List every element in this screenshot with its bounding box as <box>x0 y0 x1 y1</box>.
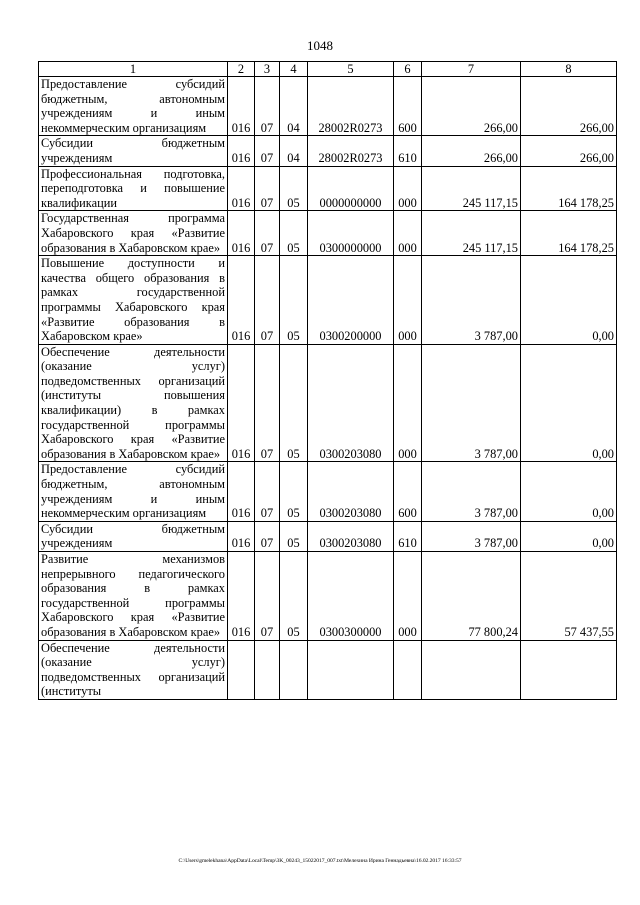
amount-cell: 164 178,25 <box>521 166 617 211</box>
code-cell: 07 <box>255 521 280 551</box>
code-cell: 05 <box>280 344 308 462</box>
code-cell: 28002R0273 <box>308 77 394 136</box>
row-name-cell: Обеспечение деятельности (оказание услуг) подведомственных организаций (институты повышения квалификации) в рамках государственной программы Хабаровского края «Развитие образования в Хабаровском крае» <box>39 344 228 462</box>
code-cell <box>308 640 394 699</box>
table-row <box>39 462 617 521</box>
table-row <box>39 552 617 641</box>
amount-cell: 0,00 <box>521 256 617 345</box>
table-row <box>39 136 617 166</box>
table-row <box>39 166 617 211</box>
code-cell: 600 <box>394 462 422 521</box>
amount-cell: 164 178,25 <box>521 211 617 256</box>
column-header: 4 <box>280 62 308 77</box>
code-cell: 0300300000 <box>308 552 394 641</box>
code-cell <box>255 640 280 699</box>
code-cell <box>280 640 308 699</box>
code-cell: 016 <box>228 211 255 256</box>
amount-cell: 245 117,15 <box>422 166 521 211</box>
code-cell: 600 <box>394 77 422 136</box>
code-cell: 0300000000 <box>308 211 394 256</box>
code-cell: 28002R0273 <box>308 136 394 166</box>
file-path-footer: C:\Users\gmelekhana\AppData\Local\Temp\3K_00243_15022017_007.txt\Мелехина Ирина Геннадьевна\16.02.2017 16:33:57 <box>178 858 462 864</box>
table-row <box>39 640 617 699</box>
amount-cell: 266,00 <box>521 136 617 166</box>
row-name-cell: Обеспечение деятельности (оказание услуг) подведомственных организаций (институты <box>39 640 228 699</box>
code-cell: 000 <box>394 256 422 345</box>
code-cell: 05 <box>280 256 308 345</box>
amount-cell: 3 787,00 <box>422 521 521 551</box>
code-cell: 016 <box>228 166 255 211</box>
table-row <box>39 344 617 462</box>
code-cell: 07 <box>255 462 280 521</box>
code-cell: 05 <box>280 521 308 551</box>
column-header: 5 <box>308 62 394 77</box>
row-name-cell: Субсидии бюджетным учреждениям <box>39 136 228 166</box>
table-row <box>39 77 617 136</box>
code-cell: 07 <box>255 136 280 166</box>
row-name-cell: Профессиональная подготовка, переподготовка и повышение квалификации <box>39 166 228 211</box>
code-cell: 05 <box>280 166 308 211</box>
code-cell: 016 <box>228 77 255 136</box>
column-header: 8 <box>521 62 617 77</box>
code-cell: 04 <box>280 77 308 136</box>
code-cell: 04 <box>280 136 308 166</box>
page-number: 1048 <box>307 38 333 53</box>
code-cell: 05 <box>280 462 308 521</box>
code-cell: 000 <box>394 166 422 211</box>
code-cell: 000 <box>394 211 422 256</box>
code-cell: 016 <box>228 552 255 641</box>
code-cell: 000 <box>394 552 422 641</box>
column-header: 2 <box>228 62 255 77</box>
code-cell: 016 <box>228 256 255 345</box>
code-cell: 0300203080 <box>308 521 394 551</box>
amount-cell: 0,00 <box>521 462 617 521</box>
amount-cell: 266,00 <box>422 136 521 166</box>
amount-cell: 3 787,00 <box>422 462 521 521</box>
code-cell: 0000000000 <box>308 166 394 211</box>
table-row <box>39 256 617 345</box>
code-cell <box>394 640 422 699</box>
amount-cell: 3 787,00 <box>422 256 521 345</box>
code-cell: 07 <box>255 256 280 345</box>
column-header: 6 <box>394 62 422 77</box>
amount-cell: 245 117,15 <box>422 211 521 256</box>
amount-cell: 0,00 <box>521 521 617 551</box>
column-header: 7 <box>422 62 521 77</box>
code-cell: 016 <box>228 521 255 551</box>
budget-table <box>38 61 617 700</box>
table-row <box>39 211 617 256</box>
code-cell: 016 <box>228 462 255 521</box>
row-name-cell: Государственная программа Хабаровского края «Развитие образования в Хабаровском крае» <box>39 211 228 256</box>
table-row <box>39 521 617 551</box>
code-cell: 016 <box>228 344 255 462</box>
table-header-row <box>39 62 617 77</box>
amount-cell: 266,00 <box>521 77 617 136</box>
amount-cell: 0,00 <box>521 344 617 462</box>
code-cell: 000 <box>394 344 422 462</box>
code-cell: 0300203080 <box>308 344 394 462</box>
amount-cell: 77 800,24 <box>422 552 521 641</box>
row-name-cell: Предоставление субсидий бюджетным, автономным учреждениям и иным некоммерческим организациям <box>39 77 228 136</box>
row-name-cell: Субсидии бюджетным учреждениям <box>39 521 228 551</box>
amount-cell: 57 437,55 <box>521 552 617 641</box>
amount-cell <box>422 640 521 699</box>
code-cell: 610 <box>394 136 422 166</box>
amount-cell <box>521 640 617 699</box>
amount-cell: 266,00 <box>422 77 521 136</box>
code-cell: 07 <box>255 77 280 136</box>
code-cell: 0300200000 <box>308 256 394 345</box>
row-name-cell: Повышение доступности и качества общего образования в рамках государственной программы Хабаровского края «Развитие образования в Хабаровском крае» <box>39 256 228 345</box>
code-cell <box>228 640 255 699</box>
code-cell: 05 <box>280 211 308 256</box>
code-cell: 07 <box>255 211 280 256</box>
table-body <box>39 77 617 700</box>
code-cell: 07 <box>255 552 280 641</box>
column-header: 1 <box>39 62 228 77</box>
code-cell: 07 <box>255 344 280 462</box>
code-cell: 610 <box>394 521 422 551</box>
code-cell: 07 <box>255 166 280 211</box>
row-name-cell: Развитие механизмов непрерывного педагогического образования в рамках государственной программы Хабаровского края «Развитие образования в Хабаровском крае» <box>39 552 228 641</box>
code-cell: 0300203080 <box>308 462 394 521</box>
row-name-cell: Предоставление субсидий бюджетным, автономным учреждениям и иным некоммерческим организациям <box>39 462 228 521</box>
column-header: 3 <box>255 62 280 77</box>
code-cell: 016 <box>228 136 255 166</box>
code-cell: 05 <box>280 552 308 641</box>
amount-cell: 3 787,00 <box>422 344 521 462</box>
